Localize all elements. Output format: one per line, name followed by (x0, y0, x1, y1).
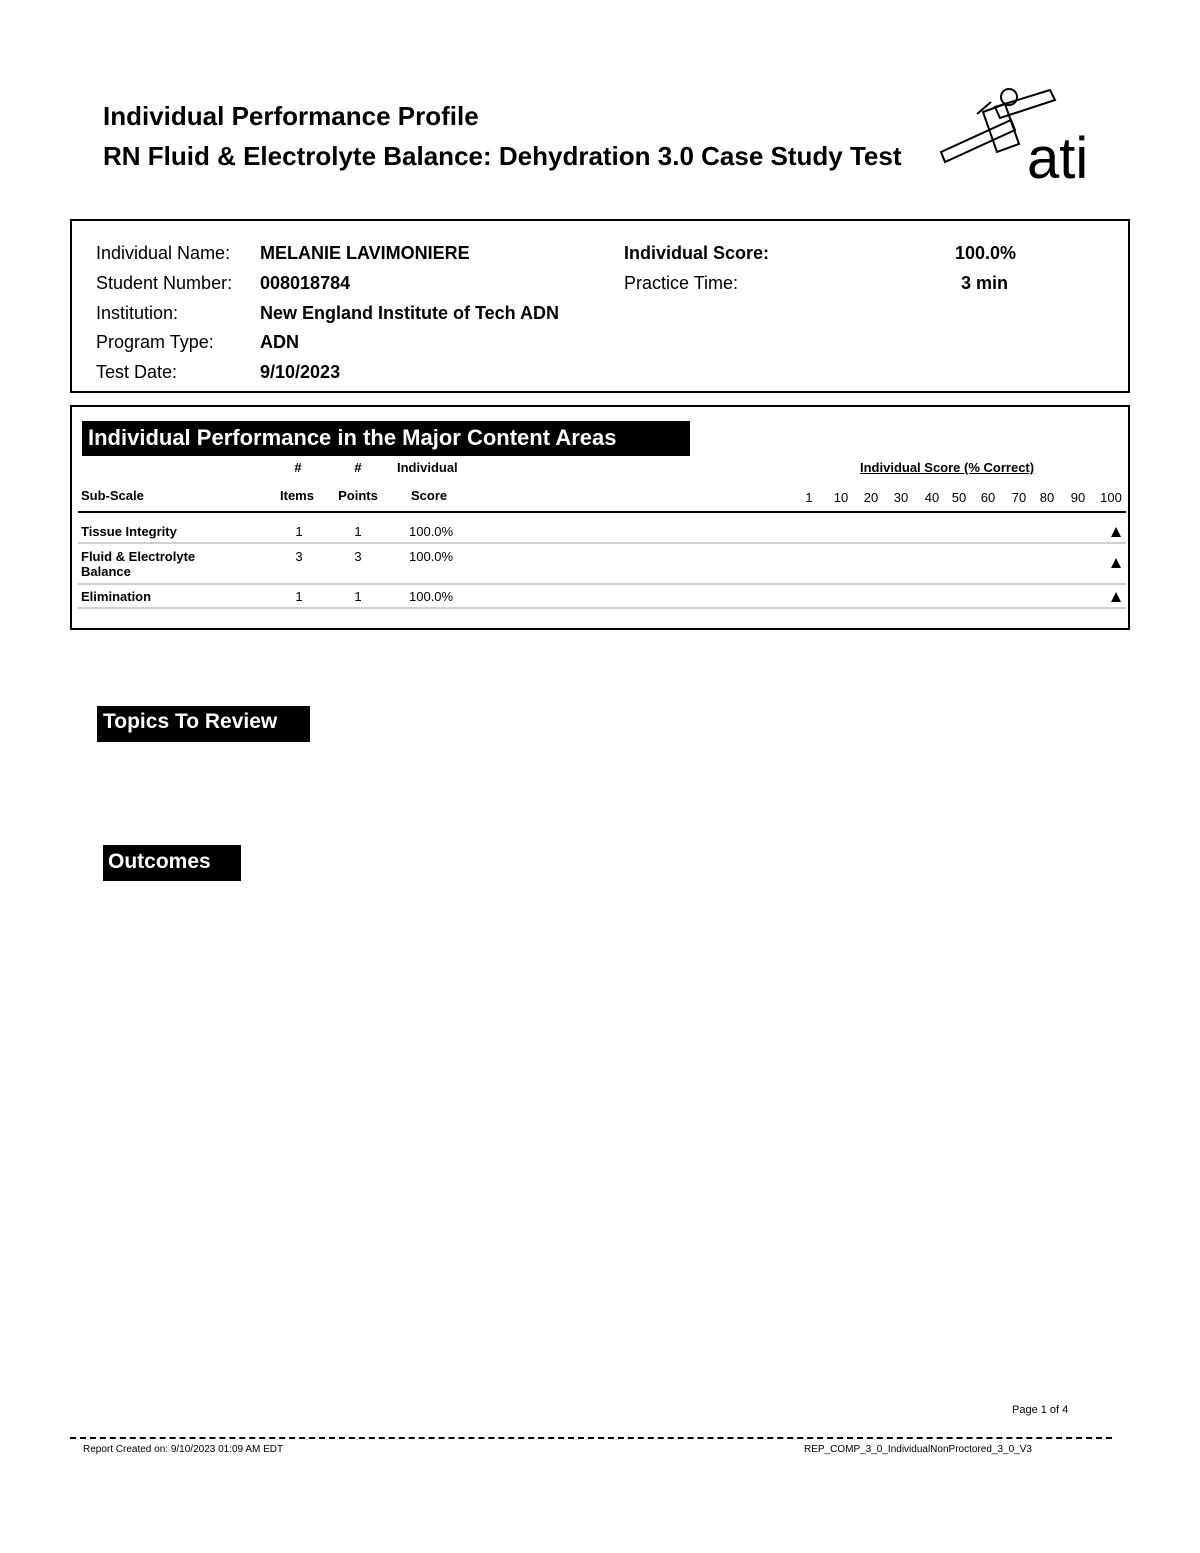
score-header-top: Individual (397, 460, 458, 475)
score-header: Score (411, 488, 448, 503)
scale-tick-label: 50 (951, 490, 967, 505)
header-rule (78, 511, 1126, 513)
individual-score: 100.0% (955, 243, 1017, 263)
subscale-score: 100.0% (409, 549, 454, 564)
item-count: 3 (295, 549, 303, 564)
page-number: Page 1 of 4 (1012, 1404, 1069, 1416)
report-code: REP_COMP_3_0_IndividualNonProctored_3_0_V3 (804, 1444, 1032, 1455)
scale-tick-label: 40 (924, 490, 940, 505)
practice-time: 3 min (961, 273, 1009, 293)
subscale-name: Fluid & Electrolyte Balance (81, 549, 196, 579)
row-divider (78, 542, 1126, 544)
scale-tick-label: 80 (1039, 490, 1055, 505)
item-count: 1 (295, 589, 303, 604)
row-divider (78, 607, 1126, 609)
institution-label: Institution: (96, 303, 179, 323)
test-name: RN Fluid & Electrolyte Balance: Dehydration 3.0 Case Study Test (103, 141, 902, 171)
test-date-label: Test Date: (96, 362, 178, 382)
subscale-score: 100.0% (409, 524, 454, 539)
ati-logo-text: ati (1027, 126, 1089, 187)
program-type: ADN (260, 332, 299, 352)
scale-tick-label: 1 (805, 490, 813, 505)
ati-logo (935, 82, 1110, 187)
scale-tick-label: 30 (893, 490, 909, 505)
items-header: Items (280, 488, 314, 503)
report-title: Individual Performance Profile (103, 101, 479, 131)
scale-tick-label: 60 (980, 490, 996, 505)
report-created: Report Created on: 9/10/2023 01:09 AM EDT (83, 1444, 284, 1455)
point-count: 3 (354, 549, 362, 564)
student-number-label: Student Number: (96, 273, 233, 293)
scale-tick-label: 20 (863, 490, 879, 505)
subscale-name: Tissue Integrity (81, 524, 177, 539)
test-date: 9/10/2023 (260, 362, 341, 382)
points-header: Points (338, 488, 378, 503)
scale-tick-label: 70 (1011, 490, 1027, 505)
subscale-score: 100.0% (409, 589, 454, 604)
score-marker-icon: ▲ (1107, 553, 1125, 572)
institution: New England Institute of Tech ADN (260, 303, 560, 323)
footer-divider (70, 1437, 1112, 1439)
score-scale-title: Individual Score (% Correct) (860, 460, 1035, 475)
score-marker-icon: ▲ (1107, 587, 1125, 606)
name-label: Individual Name: (96, 243, 231, 263)
student-number: 008018784 (260, 273, 351, 293)
items-header-hash: # (294, 460, 302, 475)
outcomes-heading: Outcomes (103, 845, 241, 881)
row-divider (78, 583, 1126, 585)
individual-score-label: Individual Score: (624, 243, 770, 263)
score-marker-icon: ▲ (1107, 522, 1125, 541)
scale-tick-label: 100 (1100, 490, 1122, 505)
point-count: 1 (354, 589, 362, 604)
program-type-label: Program Type: (96, 332, 214, 352)
topics-to-review-heading: Topics To Review (97, 706, 310, 742)
subscale-header: Sub-Scale (81, 488, 144, 503)
practice-time-label: Practice Time: (624, 273, 739, 293)
item-count: 1 (295, 524, 303, 539)
scale-tick-label: 90 (1070, 490, 1086, 505)
subscale-name: Elimination (81, 589, 152, 604)
point-count: 1 (354, 524, 362, 539)
scale-tick-label: 10 (833, 490, 849, 505)
points-header-hash: # (354, 460, 362, 475)
performance-section-title: Individual Performance in the Major Content Areas (82, 421, 690, 456)
student-name: MELANIE LAVIMONIERE (260, 243, 470, 263)
